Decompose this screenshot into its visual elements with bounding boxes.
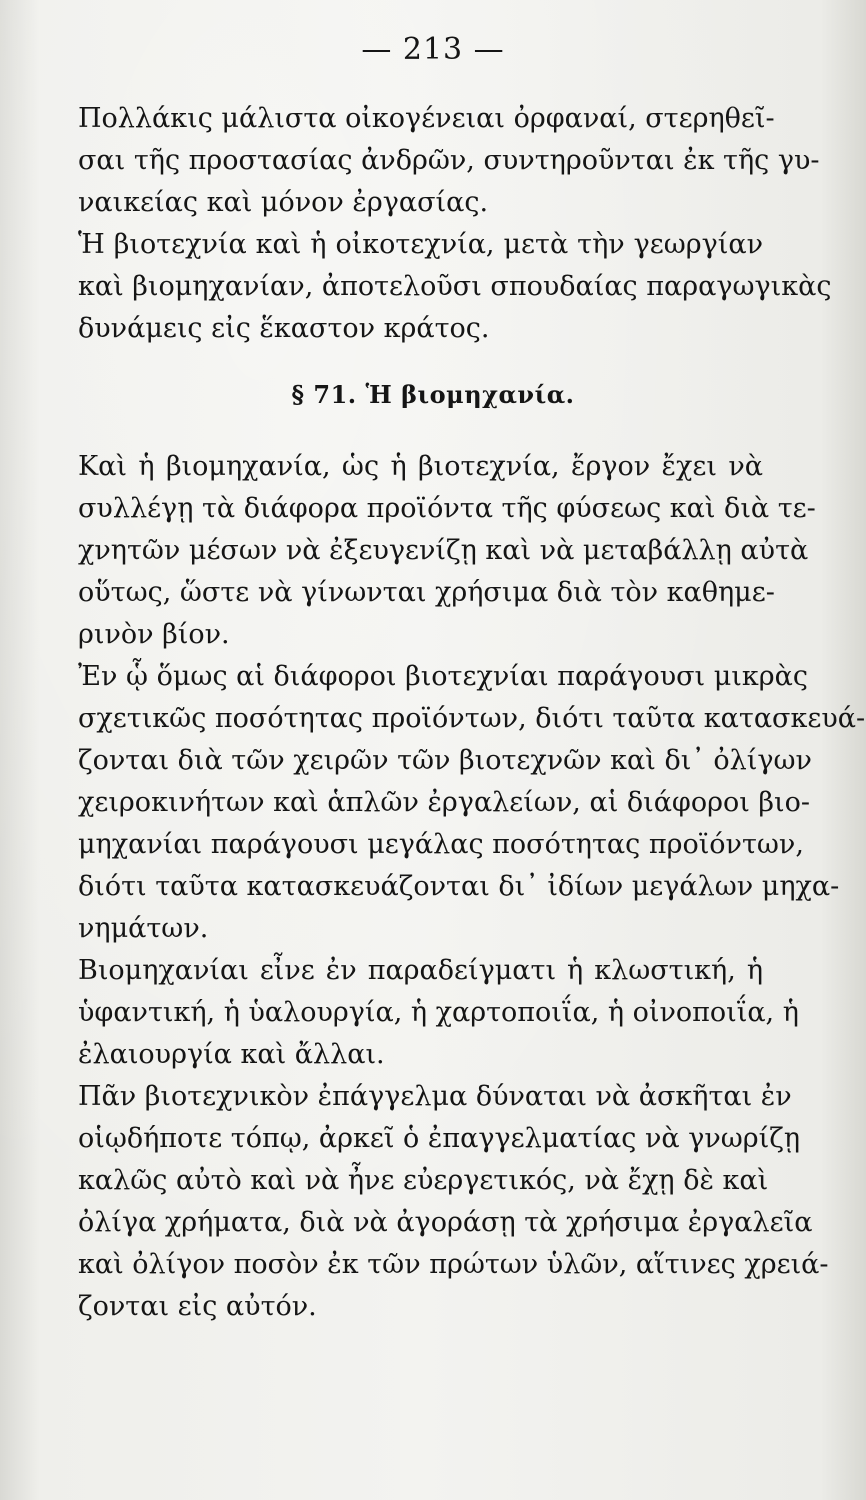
page-number: — 213 — — [361, 32, 505, 67]
section-body — [78, 446, 866, 1328]
text-line: καὶ ὀλίγον ποσὸν ἐκ τῶν πρώτων ὑλῶν, αἵτινες χρειά- — [78, 1249, 829, 1280]
text-line: μηχανίαι παράγουσι μεγάλας ποσότητας προϊόντων, — [78, 829, 804, 860]
text-line: Βιομηχανίαι εἶνε ἐν παραδείγματι ἡ κλωστική, ἡ — [78, 955, 763, 986]
text-line: Ἡ βιοτεχνία καὶ ἡ οἰκοτεχνία, μετὰ τὴν γεωργίαν — [78, 229, 763, 260]
text-line: σχετικῶς ποσότητας προϊόντων, διότι ταῦτα κατασκευά- — [78, 703, 866, 734]
text-line: Πᾶν βιοτεχνικὸν ἐπάγγελμα δύναται νὰ ἀσκῆται ἐν — [78, 1081, 792, 1112]
text-line: καλῶς αὐτὸ καὶ νὰ ἦνε εὐεργετικός, νὰ ἔχῃ δὲ καὶ — [78, 1165, 769, 1196]
text-line: ζονται διὰ τῶν χειρῶν τῶν βιοτεχνῶν καὶ δι᾽ ὀλίγων — [78, 745, 812, 776]
text-line: Πολλάκις μάλιστα οἰκογένειαι ὀρφαναί, στερηθεῖ- — [78, 103, 775, 134]
text-line: οὕτως, ὥστε νὰ γίνωνται χρήσιμα διὰ τὸν καθημε- — [78, 577, 775, 608]
text-line: ναικείας καὶ μόνον ἐργασίας. — [78, 187, 489, 218]
text-line: καὶ βιομηχανίαν, ἀποτελοῦσι σπουδαίας παραγωγικὰς — [78, 271, 832, 302]
text-line: νημάτων. — [78, 913, 209, 944]
text-line: ὑφαντική, ἡ ὑαλουργία, ἡ χαρτοποιΐα, ἡ οἰνοποιΐα, ἡ — [78, 997, 799, 1028]
text-line: ζονται εἰς αὐτόν. — [78, 1291, 317, 1322]
text-line: χνητῶν μέσων νὰ ἐξευγενίζῃ καὶ νὰ μεταβάλλῃ αὐτὰ — [78, 535, 809, 566]
intro-paragraphs — [78, 98, 832, 350]
text-line: χειροκινήτων καὶ ἁπλῶν ἐργαλείων, αἱ διάφοροι βιο- — [78, 787, 810, 818]
text-line: Ἐν ᾧ ὅμως αἱ διάφοροι βιοτεχνίαι παράγουσι μικρὰς — [78, 661, 808, 692]
text-line: ἐλαιουργία καὶ ἄλλαι. — [78, 1039, 385, 1070]
text-line: οἱῳδήποτε τόπῳ, ἀρκεῖ ὁ ἐπαγγελματίας νὰ γνωρίζῃ — [78, 1123, 801, 1154]
text-line: σαι τῆς προστασίας ἀνδρῶν, συντηροῦνται ἐκ τῆς γυ- — [78, 145, 820, 176]
section-heading: § 71. Ἡ βιομηχανία. — [291, 380, 575, 409]
text-line: Καὶ ἡ βιομηχανία, ὡς ἡ βιοτεχνία, ἔργον ἔχει νὰ — [78, 451, 763, 482]
text-line: διότι ταῦτα κατασκευάζονται δι᾽ ἰδίων μεγάλων μηχα- — [78, 871, 840, 902]
text-line: δυνάμεις εἰς ἕκαστον κράτος. — [78, 313, 490, 344]
text-line: ὀλίγα χρήματα, διὰ νὰ ἀγοράσῃ τὰ χρήσιμα ἐργαλεῖα — [78, 1207, 813, 1238]
text-line: συλλέγῃ τὰ διάφορα προϊόντα τῆς φύσεως καὶ διὰ τε- — [78, 493, 816, 524]
text-line: ρινὸν βίον. — [78, 619, 230, 650]
